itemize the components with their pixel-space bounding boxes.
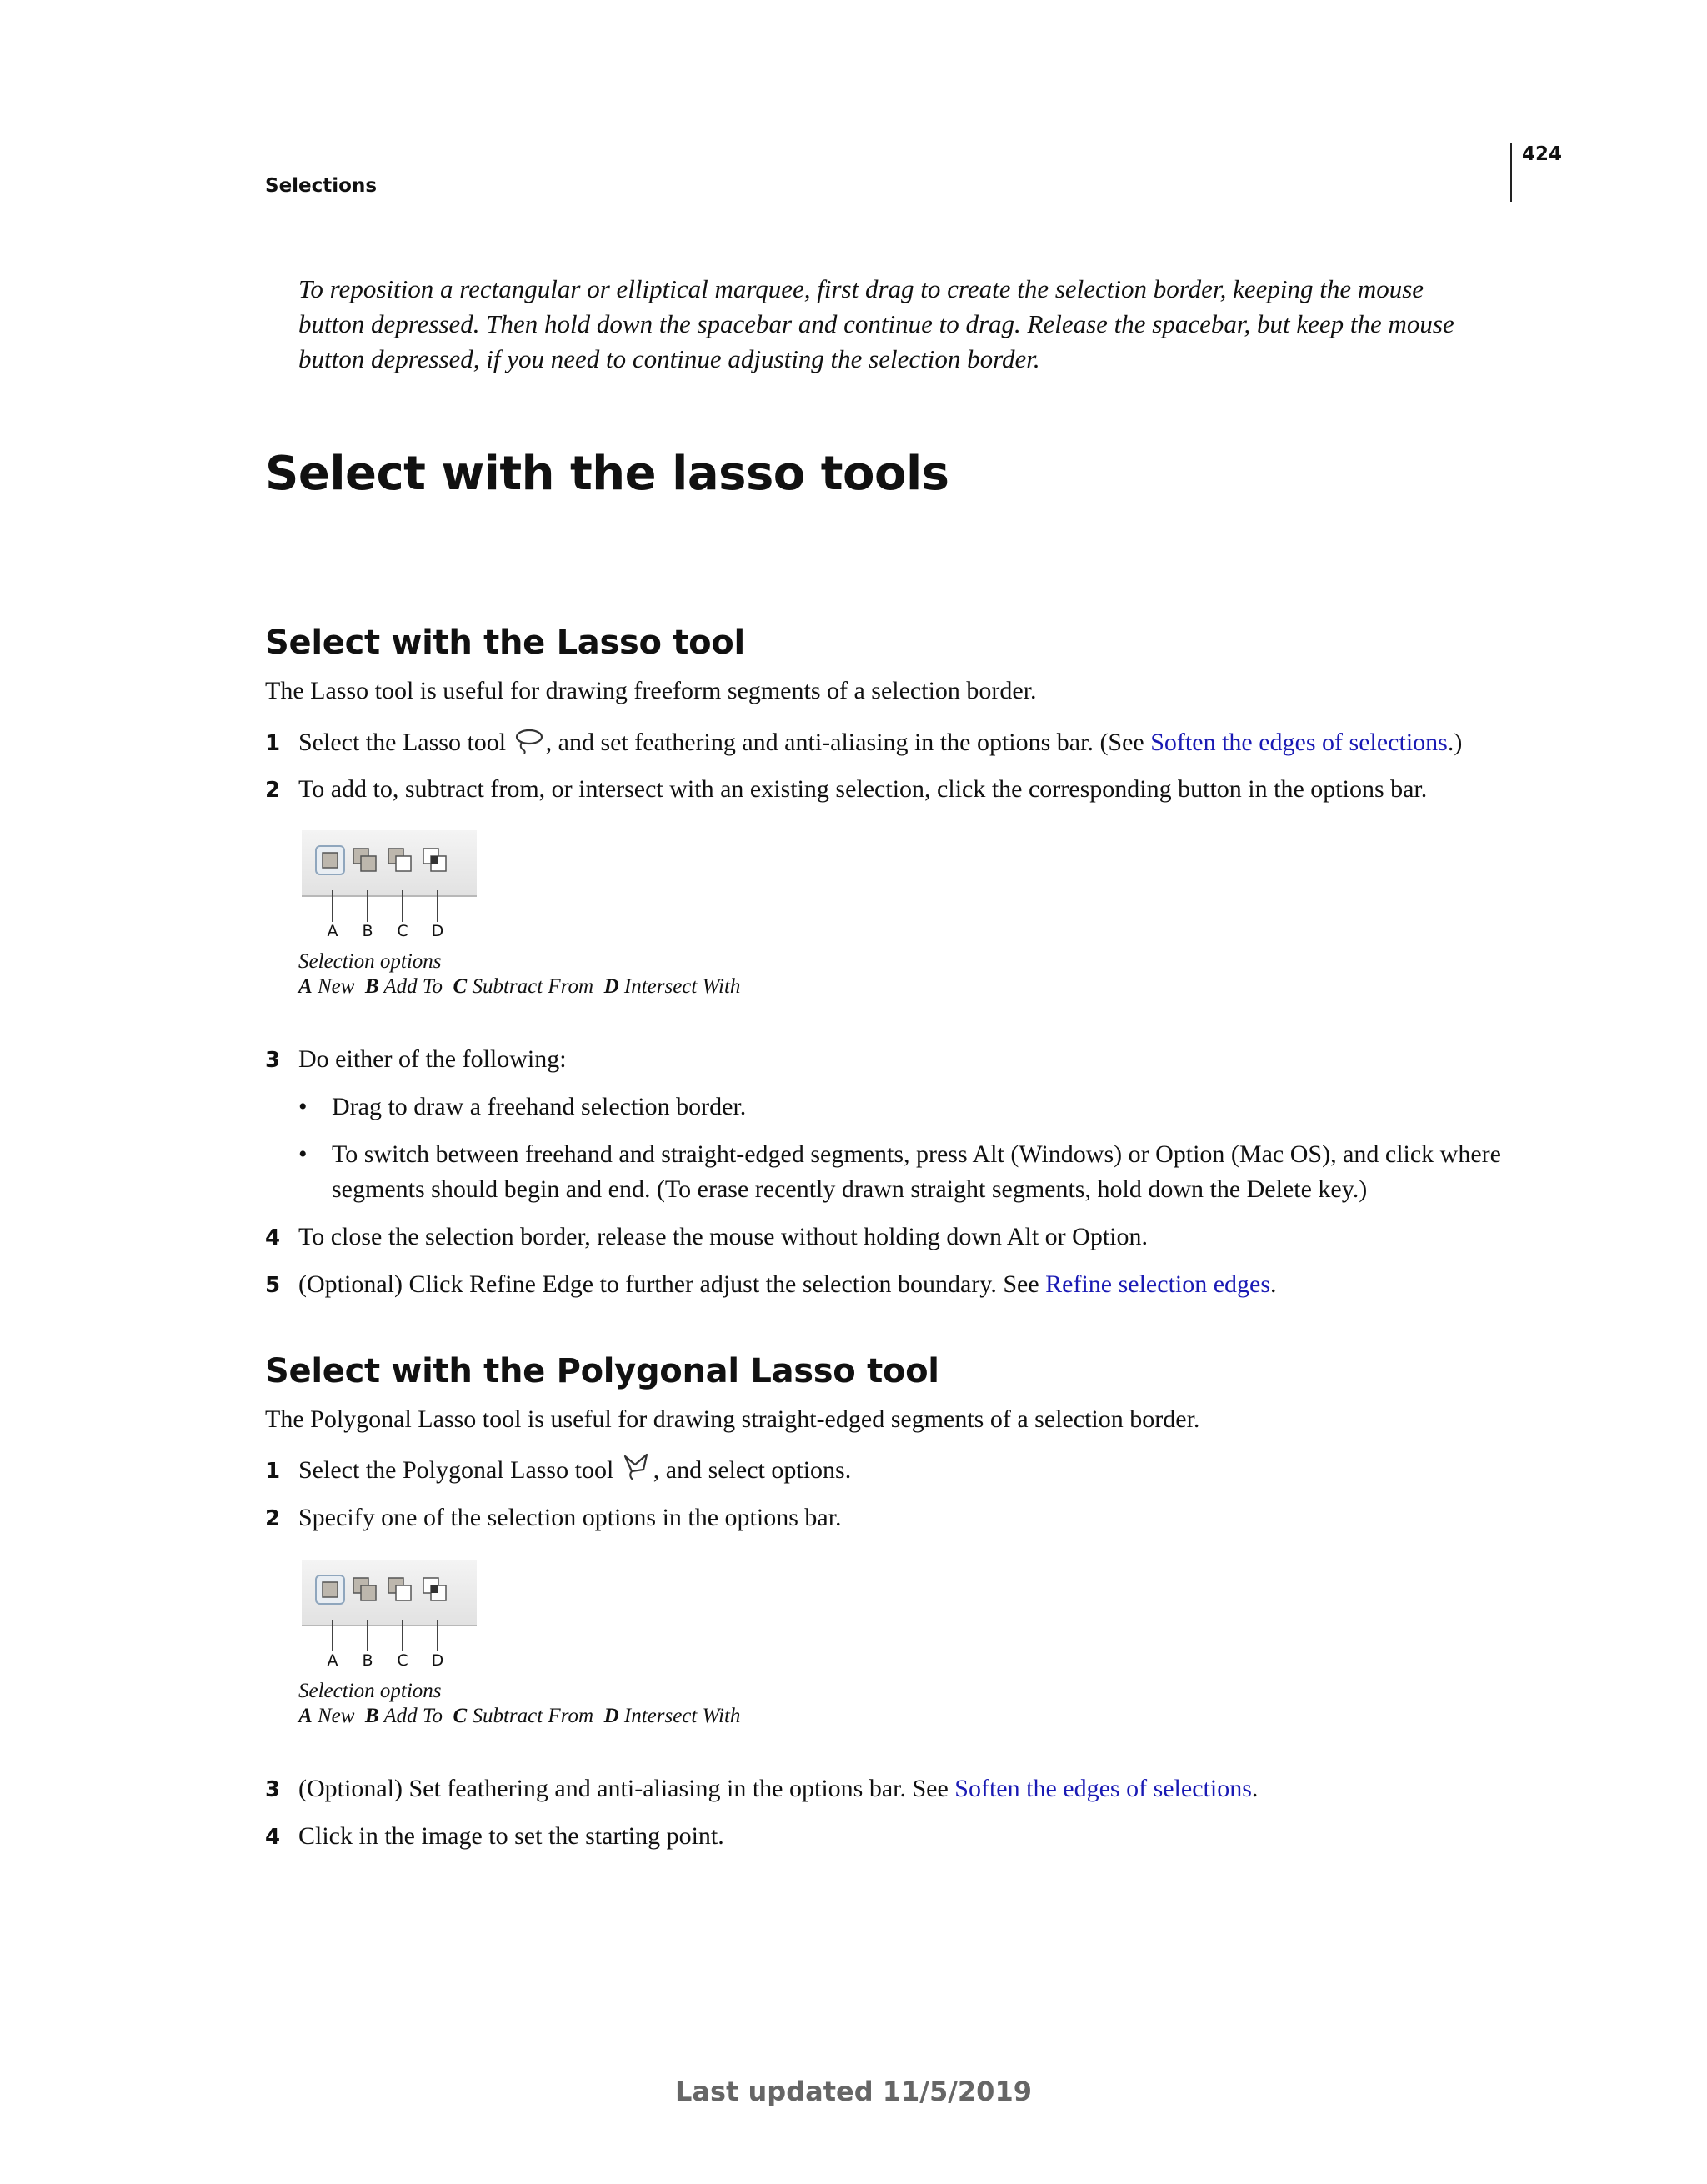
step-text-before: (Optional) Click Refine Edge to further adjust the selection boundary. See [298, 1270, 1046, 1298]
figure-caption-title: Selection options [298, 1680, 442, 1702]
step-number: 2 [265, 1506, 281, 1531]
soften-edges-link[interactable]: Soften the edges of selections [954, 1775, 1252, 1802]
callout-line-c [402, 1620, 403, 1651]
subtract-from-selection-icon [385, 845, 415, 875]
step-text [298, 1453, 1524, 1491]
step-number: 3 [265, 1777, 281, 1802]
caption-key-c: C [453, 1705, 468, 1727]
step-text-before: Select the Polygonal Lasso tool [298, 1456, 620, 1484]
lasso-intro: The Lasso tool is useful for drawing freeform segments of a selection border. [265, 677, 1037, 704]
section-label: Selections [265, 175, 378, 197]
polygonal-lasso-heading: Select with the Polygonal Lasso tool [265, 1352, 939, 1390]
add-to-selection-icon [350, 1575, 380, 1605]
caption-label-b: Add To [383, 975, 443, 998]
polygonal-lasso-tool-icon [620, 1453, 653, 1491]
polygonal-lasso-intro: The Polygonal Lasso tool is useful for drawing straight-edged segments of a selection border. [265, 1405, 1200, 1433]
step-text-end: .) [1447, 729, 1463, 756]
caption-key-d: D [603, 975, 619, 998]
bullet-dot: • [298, 1140, 308, 1168]
step-number: 3 [265, 1048, 281, 1073]
subtract-from-selection-icon [385, 1575, 415, 1605]
caption-label-b: Add To [383, 1705, 443, 1727]
callout-line-a [332, 1620, 333, 1651]
callout-line-a [332, 890, 333, 922]
step-number: 1 [265, 1459, 281, 1484]
step-text: Do either of the following: [298, 1045, 567, 1073]
add-to-selection-icon [350, 845, 380, 875]
figure-caption [298, 1705, 740, 1728]
callout-letter-b: B [362, 922, 373, 940]
step-number: 1 [265, 731, 281, 756]
step-text-end: . [1251, 1775, 1259, 1802]
caption-key-a: A [298, 1705, 313, 1727]
caption-label-d: Intersect With [623, 975, 741, 998]
callout-letter-a: A [327, 1651, 338, 1670]
caption-label-c: Subtract From [472, 975, 594, 998]
step-text [298, 1267, 1524, 1302]
caption-key-b: B [364, 975, 379, 998]
caption-key-a: A [298, 975, 313, 998]
callout-line-d [437, 1620, 438, 1651]
callout-letter-c: C [397, 922, 408, 940]
callout-letter-c: C [397, 1651, 408, 1670]
callout-line-b [367, 890, 368, 922]
step-text [298, 1771, 1524, 1806]
marquee-note: To reposition a rectangular or elliptical marquee, first drag to create the selection border, keeping the mouse button depressed. Then hold down the spacebar and continue to drag. Release the spacebar, but keep the mouse button depressed, if you need to continue adjusting the selection border. [298, 274, 1454, 373]
callout-letter-d: D [431, 922, 444, 940]
page-number: 424 [1522, 143, 1563, 165]
lasso-tool-icon [513, 729, 546, 764]
intersect-with-selection-icon [420, 1575, 450, 1605]
callout-line-b [367, 1620, 368, 1651]
step-text-before: Select the Lasso tool [298, 729, 513, 756]
callout-line-c [402, 890, 403, 922]
caption-label-a: New [317, 975, 355, 998]
caption-key-b: B [364, 1705, 379, 1727]
bullet-dot: • [298, 1093, 308, 1120]
bullet-text: To switch between freehand and straight-edged segments, press Alt (Windows) or Option (Mac OS), and click where segments should begin and end. (To erase recently drawn straight segments, hold down the Delete key.) [332, 1140, 1501, 1203]
header-rule [1510, 143, 1512, 202]
caption-label-a: New [317, 1705, 355, 1727]
step-text: To add to, subtract from, or intersect with an existing selection, click the corresponding button in the options bar. [298, 775, 1428, 803]
callout-letter-d: D [431, 1651, 444, 1670]
caption-key-c: C [453, 975, 468, 998]
caption-label-c: Subtract From [472, 1705, 594, 1727]
step-number: 4 [265, 1825, 281, 1850]
step-text-after: , and select options. [653, 1456, 852, 1484]
refine-edges-link[interactable]: Refine selection edges [1045, 1270, 1271, 1298]
caption-key-d: D [603, 1705, 619, 1727]
figure-caption [298, 975, 740, 999]
step-text-before: (Optional) Set feathering and anti-aliasing in the options bar. See [298, 1775, 955, 1802]
step-text-end: . [1270, 1270, 1277, 1298]
callout-letter-b: B [362, 1651, 373, 1670]
callout-letter-a: A [327, 922, 338, 940]
new-selection-icon [315, 1575, 345, 1605]
callout-line-d [437, 890, 438, 922]
step-text [298, 725, 1524, 764]
step-text: Specify one of the selection options in the options bar. [298, 1504, 842, 1531]
step-number: 2 [265, 778, 281, 803]
new-selection-icon [315, 845, 345, 875]
selection-options-figure-1 [302, 830, 482, 951]
step-text-after: , and set feathering and anti-aliasing in the options bar. (See [545, 729, 1151, 756]
bullet-text: Drag to draw a freehand selection border. [332, 1093, 747, 1120]
step-number: 5 [265, 1273, 281, 1298]
intersect-with-selection-icon [420, 845, 450, 875]
soften-edges-link[interactable]: Soften the edges of selections [1150, 729, 1448, 756]
caption-label-d: Intersect With [623, 1705, 741, 1727]
lasso-heading: Select with the Lasso tool [265, 624, 745, 662]
selection-options-figure-2 [302, 1560, 482, 1681]
step-text: Click in the image to set the starting point. [298, 1822, 724, 1850]
page-title: Select with the lasso tools [265, 447, 949, 501]
figure-caption-title: Selection options [298, 950, 442, 973]
step-text: To close the selection border, release the mouse without holding down Alt or Option. [298, 1223, 1148, 1250]
last-updated-footer: Last updated 11/5/2019 [675, 2076, 1032, 2107]
step-number: 4 [265, 1225, 281, 1250]
